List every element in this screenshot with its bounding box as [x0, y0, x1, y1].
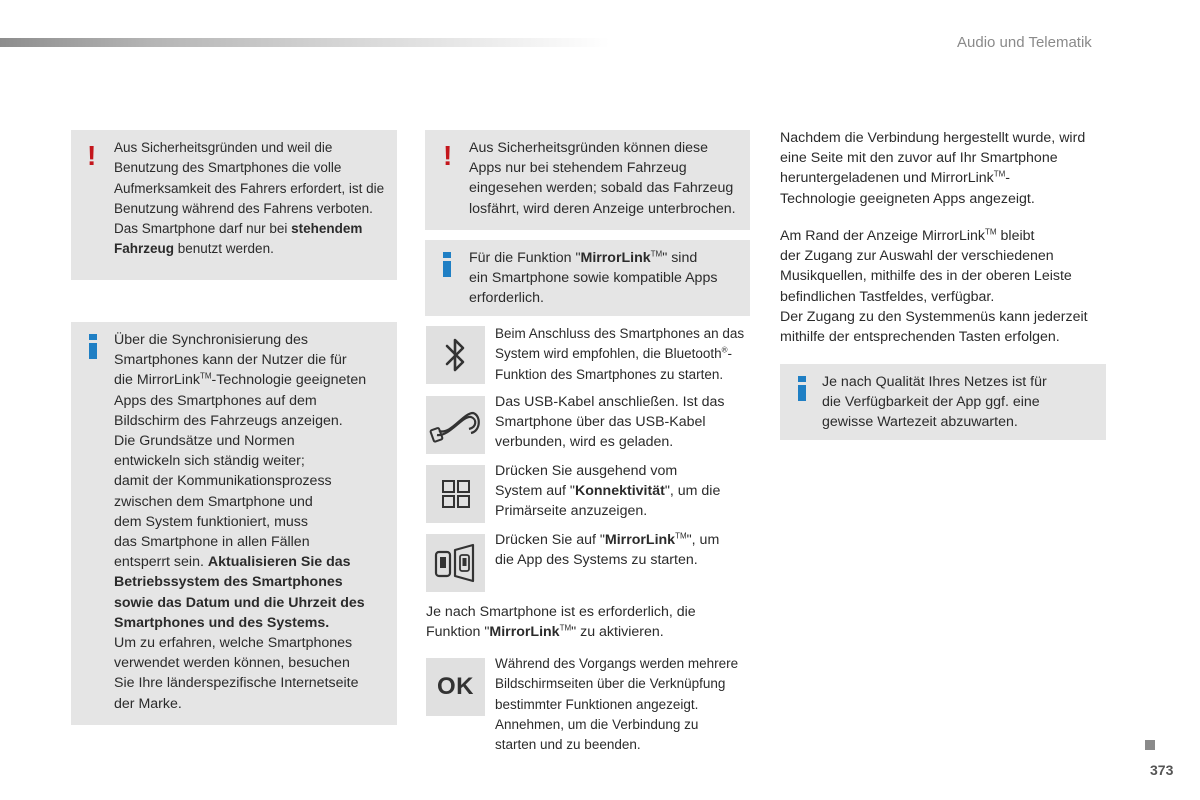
grid-icon-tile[interactable]: [426, 465, 485, 523]
info-icon: [798, 376, 806, 401]
warning-text: Aus Sicherheitsgründen und weil die Benutzung des Smartphones die volle Aufmerksamkeit des Fahrers erfordert, ist die Benutzung während des Fahrens verboten. Das Smartphone darf nur bei stehendem Fahrzeug benutzt werden.: [114, 140, 385, 257]
step-bluetooth-text: Beim Anschluss des Smartphones an das System wird empfohlen, die Bluetooth®- Funktion des Smartphones zu starten.: [495, 326, 745, 382]
mirrorlink-icon: [433, 542, 479, 584]
info-box-mirrorlink: [425, 240, 750, 316]
info-text: Je nach Qualität Ihres Netzes ist für die Verfügbarkeit der App ggf. eine gewisse Wartezeit abzuwarten.: [822, 374, 1047, 431]
step-usb-text: Das USB-Kabel anschließen. Ist das Smartphone über das USB-Kabel verbunden, wird es geladen.: [495, 394, 725, 451]
page-marker: [1145, 740, 1155, 750]
header-gradient-bar: [0, 38, 610, 47]
info-box-synchronisation: [71, 322, 397, 725]
warning-icon: !: [87, 140, 97, 171]
step-ok-text: Während des Vorgangs werden mehrere Bildschirmseiten über die Verknüpfung bestimmter Funktionen angezeigt. Annehmen, um die Verbindung zu starten und zu beenden.: [495, 656, 739, 753]
info-text: Über die Synchronisierung des Smartphones kann der Nutzer die für die MirrorLink™-Technologie geeigneten Apps des Smartphones auf dem Bildschirm des Fahrzeugs anzeigen. Die Grundsätze und Normen entwickeln sich ständig weiter; damit der Kommunikationsprozess zwischen dem Smartphone und dem System funktioniert, muss das Smartphone in allen Fällen entsperrt sein. Aktualisieren Sie das Betriebssystem des Smartphones sowie das Datum und die Uhrzeit des Smartphones und des Systems. Um zu erfahren, welche Smartphones verwendet werden können, besuchen Sie Ihre länderspezifische Internetseite der Marke.: [114, 332, 367, 712]
info-box-network: [780, 364, 1106, 440]
warning-box-safety: [71, 130, 397, 280]
bluetooth-icon: [443, 334, 469, 376]
mirrorlink-activation-note: Je nach Smartphone ist es erforderlich, die Funktion "MirrorLink™" zu aktivieren.: [426, 604, 696, 641]
info-text: Für die Funktion "MirrorLink™" sind ein Smartphone sowie kompatible Apps erforderlich.: [469, 249, 718, 307]
page-number: 373: [1150, 762, 1174, 778]
section-title: Audio und Telematik: [957, 34, 1092, 51]
step-mirrorlink-text: Drücken Sie auf "MirrorLink™", um die App des Systems zu starten.: [495, 531, 720, 569]
bluetooth-icon-tile: [426, 326, 485, 384]
warning-text: Aus Sicherheitsgründen können diese Apps nur bei stehendem Fahrzeug eingesehen werden; sobald das Fahrzeug losfährt, wird deren Anzeige unterbrochen.: [469, 140, 736, 217]
col3-paragraph-2: Am Rand der Anzeige MirrorLink™ bleibt der Zugang zur Auswahl der verschiedenen Musikquellen, mithilfe des in der oberen Leiste befindlichen Tastfeldes, verfügbar. Der Zugang zu den Systemmenüs kann jederzeit mithilfe der entsprechenden Tasten erfolgen.: [780, 227, 1088, 346]
warning-icon: !: [443, 140, 453, 171]
ok-label: OK: [437, 673, 474, 700]
mirrorlink-icon-tile[interactable]: [426, 534, 485, 592]
info-icon: [443, 252, 451, 277]
usb-cable-icon: [429, 405, 483, 445]
col3-paragraph-1: Nachdem die Verbindung hergestellt wurde, wird eine Seite mit den zuvor auf Ihr Smartphone heruntergeladenen und MirrorLink™- Technologie geeigneten Apps angezeigt.: [780, 130, 1086, 207]
info-icon: [89, 334, 97, 359]
step-connectivity-text: Drücken Sie ausgehend vom System auf "Konnektivität", um die Primärseite anzuzeigen.: [495, 463, 721, 520]
usb-cable-icon-tile: [426, 396, 485, 454]
grid-icon: [441, 479, 471, 509]
warning-box-apps: [425, 130, 750, 230]
ok-button-tile[interactable]: [426, 658, 485, 716]
